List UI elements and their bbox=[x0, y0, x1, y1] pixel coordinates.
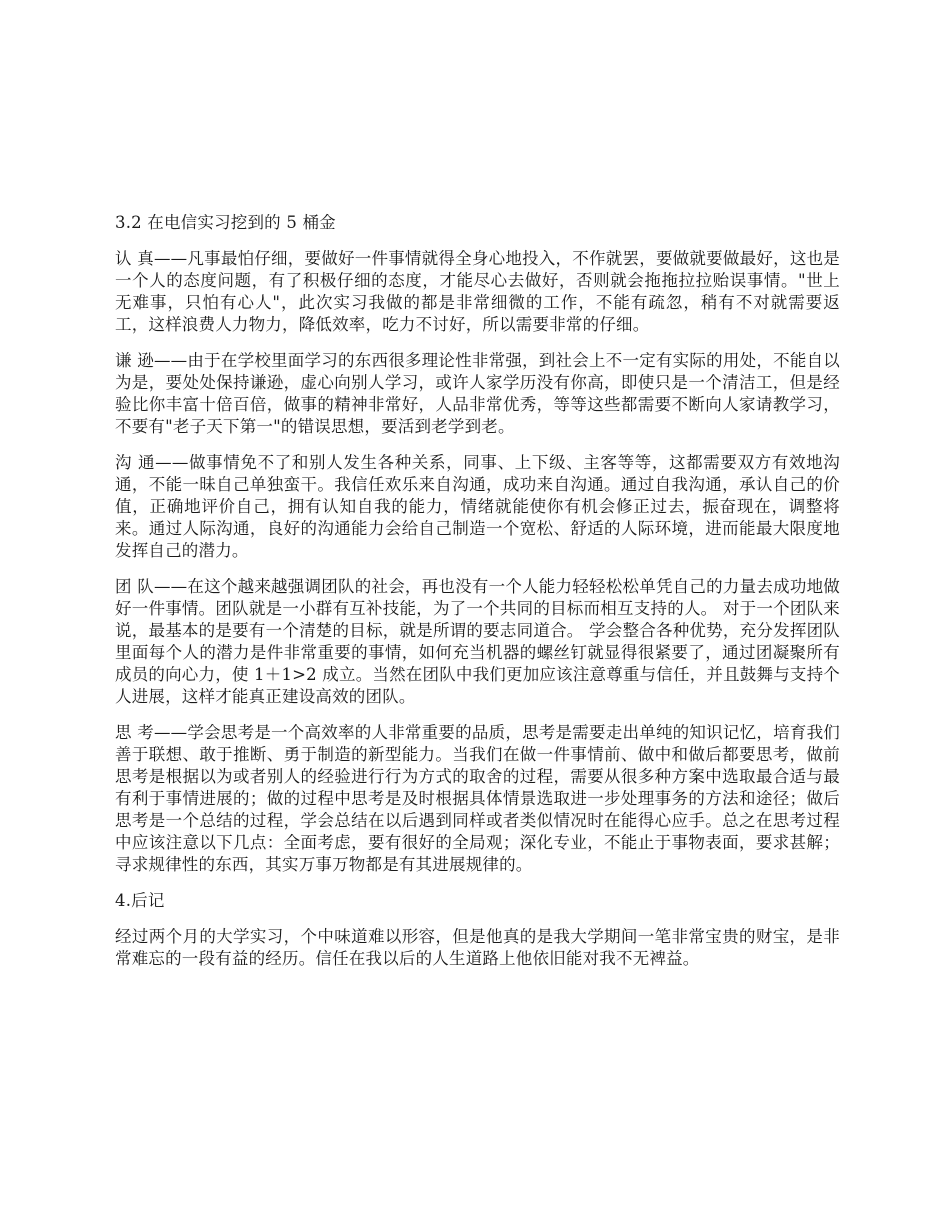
paragraph-communication: 沟 通——做事情免不了和别人发生各种关系，同事、上下级、主客等等，这都需要双方有效地沟通，不能一昧自己单独蛮干。我信任欢乐来自沟通，成功来自沟通。通过自我沟通，承认自己的价值，正确地评价自己，拥有认知自我的能力，情绪就能使你有机会修正过去，振奋现在，调整将来。通过人际沟通，良好的沟通能力会给自己制造一个宽松、舒适的人际环境，进而能最大限度地发挥自己的潜力。 bbox=[115, 453, 840, 560]
paragraph-closing: 经过两个月的大学实习，个中味道难以形容，但是他真的是我大学期间一笔非常宝贵的财宝，是非常难忘的一段有益的经历。信任在我以后的人生道路上他依旧能对我不无裨益。 bbox=[115, 927, 840, 968]
section-heading-afterword: 4.后记 bbox=[115, 891, 165, 910]
paragraph-thinking: 思 考——学会思考是一个高效率的人非常重要的品质，思考是需要走出单纯的知识记忆，培育我们善于联想、敢于推断、勇于制造的新型能力。当我们在做一件事情前、做中和做后都要思考，做前思考是根据以为或者别人的经验进行行为方式的取舍的过程，需要从很多种方案中选取最合适与最有利于事情进展的；做的过程中思考是及时根据具体情景选取进一步处理事务的方法和途径；做后思考是一个总结的过程，学会总结在以后遇到同样或者类似情况时在能得心应手。总之在思考过程中应该注意以下几点：全面考虑，要有很好的全局观；深化专业，不能止于事物表面，要求甚解；寻求规律性的东西，其实万事万物都是有其进展规律的。 bbox=[115, 723, 840, 874]
document-page bbox=[115, 212, 840, 984]
paragraph-modesty: 谦 逊——由于在学校里面学习的东西很多理论性非常强，到社会上不一定有实际的用处，不能自以为是，要处处保持谦逊，虚心向别人学习，或许人家学历没有你高，即使只是一个清洁工，但是经验比你丰富十倍百倍，做事的精神非常好，人品非常优秀，等等这些都需要不断向人家请教学习，不要有"老子天下第一"的错误思想，要活到老学到老。 bbox=[115, 351, 840, 436]
paragraph-teamwork: 团 队——在这个越来越强调团队的社会，再也没有一个人能力轻轻松松单凭自己的力量去成功地做好一件事情。团队就是一小群有互补技能，为了一个共同的目标而相互支持的人。 对于一个团队来说，最基本的是要有一个清楚的目标，就是所谓的要志同道合。 学会整合各种优势，充分发挥团队里面每个人的潜力是件非常重要的事情，如何充当机器的螺丝钉就显得很紧要了，通过团凝聚所有成员的向心力，使 1＋1>2 成立。当然在团队中我们更加应该注意尊重与信任，并且鼓舞与支持个人进展，这样才能真正建设高效的团队。 bbox=[115, 577, 841, 706]
paragraph-diligence: 认 真——凡事最怕仔细，要做好一件事情就得全身心地投入，不作就罢，要做就要做最好，这也是一个人的态度问题，有了积极仔细的态度，才能尽心去做好，否则就会拖拖拉拉贻误事情。"世上无难事，只怕有心人"，此次实习我做的都是非常细微的工作，不能有疏忽，稍有不对就需要返工，这样浪费人力物力，降低效率，吃力不讨好，所以需要非常的仔细。 bbox=[115, 249, 840, 334]
section-heading-3-2: 3.2 在电信实习挖到的 5 桶金 bbox=[115, 213, 336, 232]
